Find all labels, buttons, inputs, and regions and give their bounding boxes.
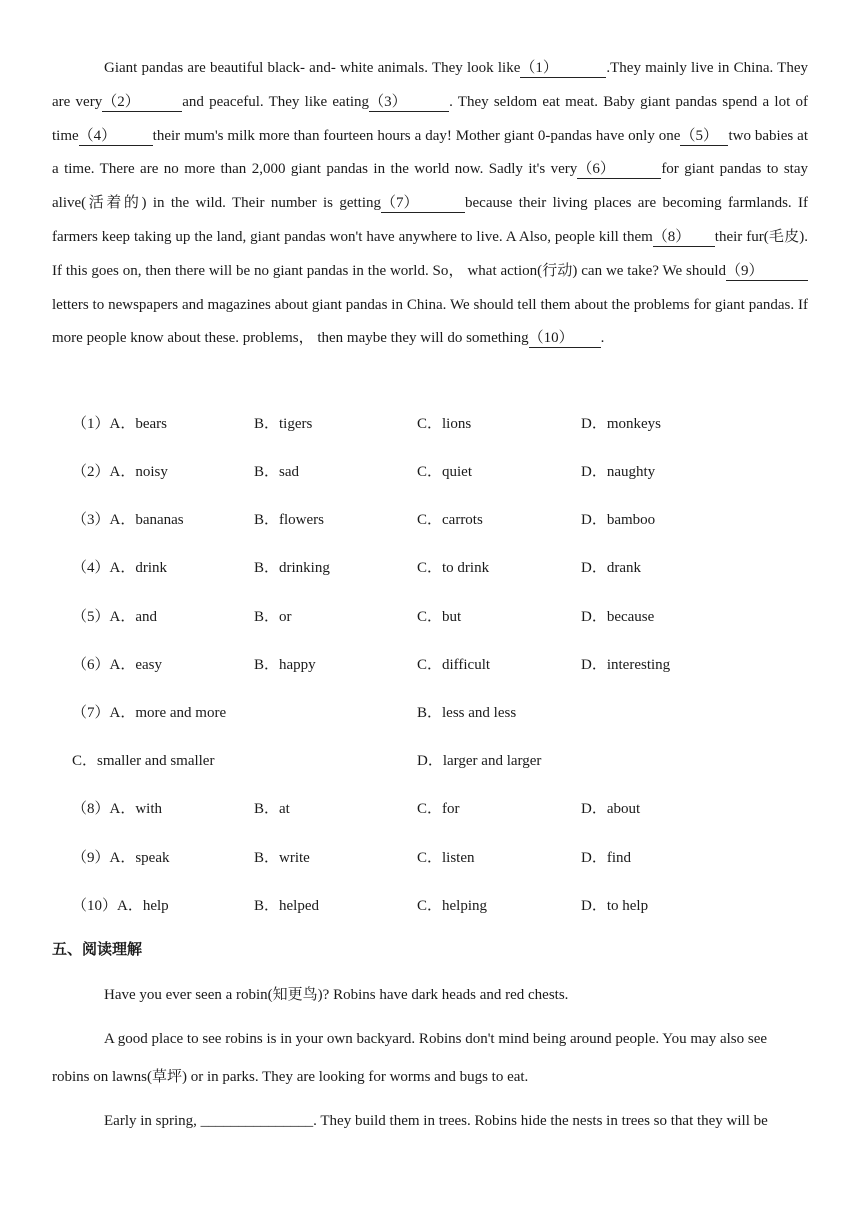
option-row-1 <box>0 412 860 436</box>
passage-text: . They seldom eat meat. Baby giant pandas spend a lot of time <box>52 93 808 144</box>
option-b: B．flowers <box>254 512 324 528</box>
option-d: D．naughty <box>581 464 656 480</box>
blank-4: （4） <box>79 128 153 146</box>
option-row-9 <box>0 846 860 870</box>
cloze-passage <box>52 52 808 356</box>
option-d: D．to help <box>581 898 649 914</box>
blank-3: （3） <box>369 94 449 112</box>
passage-text: and peaceful. They like eating <box>182 93 370 110</box>
option-d: D．drank <box>581 560 641 576</box>
option-d: D．interesting <box>581 657 671 673</box>
option-b: B．at <box>254 801 290 817</box>
reading-paragraph-1: Have you ever seen a robin(知更鸟)? Robins have dark heads and red chests. <box>104 987 569 1003</box>
option-d: D．monkeys <box>581 416 661 432</box>
option-a: （9）A．speak <box>72 850 170 866</box>
option-c: C．lions <box>417 416 472 432</box>
passage-text: their mum's milk more than fourteen hours a day! Mother giant 0-pandas have only one <box>152 127 681 144</box>
option-row-8 <box>0 797 860 821</box>
option-d: D．because <box>581 609 655 625</box>
option-b: B．or <box>254 609 292 625</box>
option-a: （10）A．help <box>72 898 169 914</box>
option-c: C．but <box>417 609 462 625</box>
option-c: C．carrots <box>417 512 483 528</box>
option-row-6 <box>0 653 860 677</box>
option-row-4 <box>0 556 860 580</box>
option-b: B．happy <box>254 657 316 673</box>
option-row-7-cont <box>0 749 860 773</box>
option-a: （6）A．easy <box>72 657 162 673</box>
option-row-2 <box>0 460 860 484</box>
option-b: B．helped <box>254 898 319 914</box>
reading-paragraph-2-line-2: robins on lawns(草坪) or in parks. They are looking for worms and bugs to eat. <box>52 1069 529 1085</box>
option-a: （7）A．more and more <box>72 705 227 721</box>
section-heading: 五、阅读理解 <box>52 940 143 958</box>
passage-text: two babies at a time. There are no more than 2,000 giant pandas in the world now. Sadly it's very <box>52 127 808 178</box>
blank-5: （5） <box>680 128 728 146</box>
option-a: （5）A．and <box>72 609 157 625</box>
reading-paragraph-3: Early in spring, _______________. They build them in trees. Robins hide the nests in trees so that they will be <box>104 1113 768 1129</box>
blank-8: （8） <box>653 229 715 247</box>
option-c: C．helping <box>417 898 487 914</box>
option-b: B．write <box>254 850 310 866</box>
option-d: D．find <box>581 850 631 866</box>
option-b: B．sad <box>254 464 300 480</box>
option-c: C．quiet <box>417 464 472 480</box>
option-a: （8）A．with <box>72 801 163 817</box>
option-a: （4）A．drink <box>72 560 167 576</box>
passage-text: .They mainly live in China. They are very <box>52 60 808 110</box>
option-c: C．difficult <box>417 657 491 673</box>
passage-text: for giant pandas to stay alive(活着的) in the wild. Their number is getting <box>52 161 809 212</box>
passage-text: letters to newspapers and magazines about giant pandas in China. We should tell them about the problems for giant pandas. If more people know about these. problems， then maybe they will do something <box>52 296 808 347</box>
reading-paragraph-2-line-1: A good place to see robins is in your own backyard. Robins don't mind being around people. You may also see <box>104 1031 768 1047</box>
option-c: C．listen <box>417 850 475 866</box>
passage-text: Giant pandas are beautiful black- and- white animals. They look like <box>104 60 521 76</box>
blank-7: （7） <box>381 195 465 213</box>
option-row-3 <box>0 508 860 532</box>
option-c: C．smaller and smaller <box>72 753 215 769</box>
option-row-7 <box>0 701 860 725</box>
option-c: C．to drink <box>417 560 490 576</box>
option-row-5 <box>0 605 860 629</box>
option-b: B．drinking <box>254 560 330 576</box>
option-a: （1）A．bears <box>72 416 167 432</box>
option-d: D．larger and larger <box>417 753 542 769</box>
passage-text: . <box>600 330 605 347</box>
blank-6: （6） <box>577 161 661 179</box>
passage-text: their fur(毛皮). If this goes on, then there will be no giant pandas in the world. So， what action(行动) can we take? We should <box>52 228 809 279</box>
option-row-10 <box>0 894 860 918</box>
blank-10: （10） <box>529 330 601 348</box>
blank-9: （9） <box>726 263 808 281</box>
option-a: （3）A．bananas <box>72 512 184 528</box>
option-d: D．bamboo <box>581 512 656 528</box>
blank-1: （1） <box>520 60 606 78</box>
option-c: C．for <box>417 801 460 817</box>
option-b: B．less and less <box>417 705 517 721</box>
option-a: （2）A．noisy <box>72 464 168 480</box>
option-b: B．tigers <box>254 416 313 432</box>
blank-2: （2） <box>102 94 182 112</box>
option-d: D．about <box>581 801 641 817</box>
passage-text: because their living places are becoming farmlands. If farmers keep taking up the land, giant pandas won't have anywhere to live. A Also, people kill them <box>52 195 808 245</box>
